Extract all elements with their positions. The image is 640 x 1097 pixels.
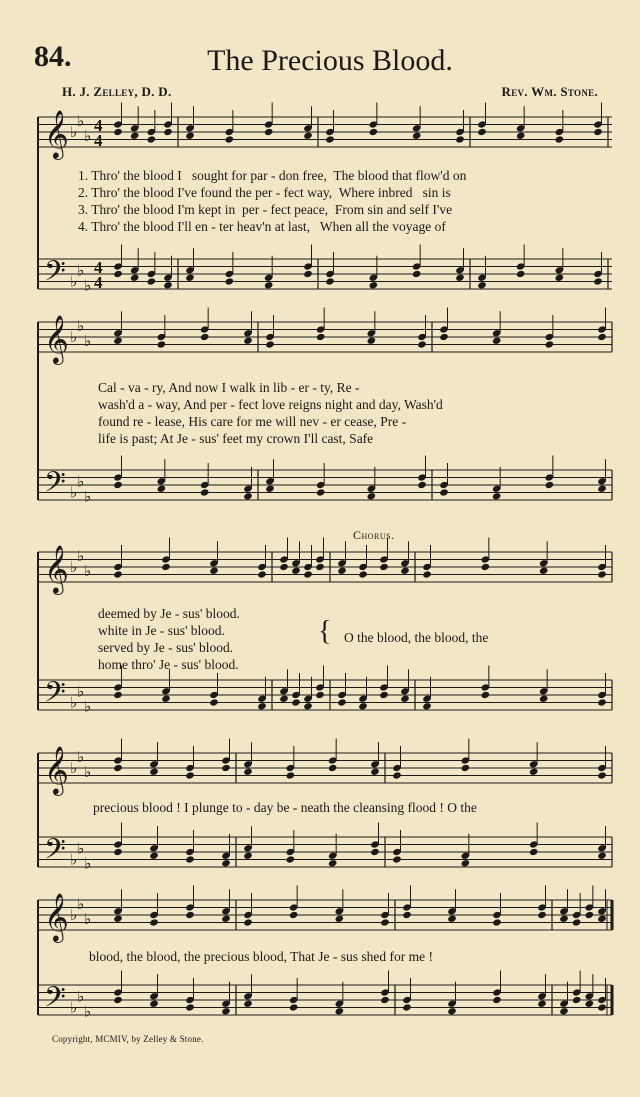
note-head — [291, 567, 301, 575]
note-head — [303, 570, 313, 578]
note-head — [597, 698, 607, 706]
note-head — [539, 695, 549, 703]
verse-2-line-2: wash'd a - way, And per - fect love reigns night and day, Wash'd — [98, 397, 443, 412]
note-head — [380, 918, 390, 926]
note-head — [286, 771, 296, 779]
note-head — [221, 764, 231, 772]
note-head — [264, 281, 274, 289]
note-head — [481, 563, 491, 571]
treble-clef: 𝄞 — [44, 892, 69, 941]
note-head — [367, 337, 377, 345]
note-head — [402, 911, 412, 919]
flat-sign: ♭ — [70, 906, 78, 924]
note-head — [537, 911, 547, 919]
note-head — [289, 911, 299, 919]
note-head — [221, 859, 231, 867]
verse-bracket: { — [318, 616, 332, 647]
note-head — [286, 855, 296, 863]
verse-4-line-3: home thro' Je - sus' blood. — [98, 657, 239, 672]
note-head — [455, 274, 465, 282]
note-head — [185, 911, 195, 919]
flat-sign: ♭ — [77, 839, 85, 858]
verse-1-line-2: Cal - va - ry, And now I walk in lib - er - ty, Re - — [98, 380, 360, 395]
hymn-title: The Precious Blood. — [207, 44, 453, 77]
note-head — [447, 1007, 457, 1015]
treble-clef: 𝄞 — [44, 745, 69, 794]
note-head — [477, 128, 487, 136]
verse-lines-system-2 — [98, 380, 608, 450]
flat-sign: ♭ — [84, 762, 92, 781]
note-head — [225, 277, 235, 285]
note-head — [337, 567, 347, 575]
flat-sign: ♭ — [84, 276, 92, 295]
treble-clef: 𝄞 — [44, 109, 69, 158]
chorus-lyric-line-2: precious blood ! I plunge to - day be - neath the cleansing flood ! O the — [93, 800, 477, 815]
note-head — [161, 563, 171, 571]
flat-sign: ♭ — [70, 558, 78, 576]
note-head — [328, 764, 338, 772]
note-head — [461, 859, 471, 867]
note-head — [113, 570, 123, 578]
note-head — [157, 485, 167, 493]
flat-sign: ♭ — [77, 472, 85, 491]
note-head — [439, 488, 449, 496]
note-head — [147, 277, 157, 285]
note-head — [380, 996, 390, 1004]
note-head — [325, 135, 335, 143]
note-head — [303, 132, 313, 140]
bass-clef: 𝄢 — [44, 466, 66, 506]
note-head — [157, 340, 167, 348]
flat-sign: ♭ — [77, 747, 85, 766]
note-head — [477, 281, 487, 289]
flat-sign: ♭ — [70, 272, 78, 291]
note-head — [303, 270, 313, 278]
note-head — [370, 848, 380, 856]
flat-sign: ♭ — [84, 126, 92, 145]
bass-clef: 𝄢 — [44, 833, 66, 873]
note-head — [597, 485, 607, 493]
note-head — [149, 1000, 159, 1008]
note-head — [113, 270, 123, 278]
flat-sign: ♭ — [84, 561, 92, 580]
bass-clef: 𝄢 — [44, 981, 66, 1021]
note-head — [392, 855, 402, 863]
note-head — [597, 1003, 607, 1011]
note-head — [369, 128, 379, 136]
note-head — [417, 340, 427, 348]
verse-3-line-3: served by Je - sus' blood. — [98, 640, 234, 655]
verse-1-line-3: deemed by Je - sus' blood. — [98, 606, 240, 621]
note-head — [200, 488, 210, 496]
flat-sign: ♭ — [84, 854, 92, 873]
note-head — [328, 859, 338, 867]
note-head — [113, 337, 123, 345]
note-head — [209, 698, 219, 706]
time-signature-bottom: 4 — [94, 131, 103, 150]
verse-2-line-3: white in Je - sus' blood. — [98, 623, 225, 638]
note-head — [113, 848, 123, 856]
bass-clef: 𝄢 — [44, 676, 66, 716]
note-head — [597, 852, 607, 860]
note-head — [572, 918, 582, 926]
flat-sign: ♭ — [84, 909, 92, 928]
copyright-notice: Copyright, MCMIV, by Zelley & Stone. — [52, 1034, 204, 1044]
verse-1-line-1: 1. Thro' the blood I sought for par - don free, The blood that flow'd on — [78, 168, 467, 183]
note-head — [185, 1003, 195, 1011]
flat-sign: ♭ — [70, 850, 78, 869]
flat-sign: ♭ — [70, 693, 78, 712]
note-head — [516, 132, 526, 140]
note-head — [400, 695, 410, 703]
note-head — [369, 281, 379, 289]
note-head — [545, 481, 555, 489]
note-head — [337, 698, 347, 706]
flat-sign: ♭ — [84, 331, 92, 350]
note-head — [400, 567, 410, 575]
note-head — [539, 567, 549, 575]
note-head — [185, 274, 195, 282]
note-head — [185, 855, 195, 863]
note-head — [316, 333, 326, 341]
treble-clef: 𝄞 — [44, 314, 69, 363]
flat-sign: ♭ — [70, 328, 78, 346]
note-head — [492, 337, 502, 345]
note-head — [303, 702, 313, 710]
note-head — [209, 567, 219, 575]
note-head — [147, 135, 157, 143]
note-head — [185, 132, 195, 140]
note-head — [325, 277, 335, 285]
note-head — [358, 702, 368, 710]
note-head — [597, 333, 607, 341]
note-head — [289, 1003, 299, 1011]
note-head — [555, 274, 565, 282]
note-head — [492, 918, 502, 926]
note-head — [335, 1007, 345, 1015]
composer-credit: H. J. Zelley, D. D. — [62, 84, 172, 99]
note-head — [417, 481, 427, 489]
time-signature-bottom: 4 — [94, 273, 103, 292]
flat-sign: ♭ — [77, 111, 85, 130]
note-head — [379, 691, 389, 699]
hymn-number: 84. — [34, 40, 72, 73]
note-head — [597, 771, 607, 779]
flat-sign: ♭ — [70, 998, 78, 1017]
note-head — [243, 1000, 253, 1008]
note-head — [264, 128, 274, 136]
note-head — [370, 768, 380, 776]
flat-sign: ♭ — [70, 759, 78, 777]
note-head — [185, 771, 195, 779]
flat-sign: ♭ — [77, 261, 85, 280]
note-head — [422, 702, 432, 710]
note-head — [265, 485, 275, 493]
note-head — [559, 915, 569, 923]
note-head — [559, 1007, 569, 1015]
note-head — [447, 915, 457, 923]
note-head — [412, 270, 422, 278]
note-head — [279, 695, 289, 703]
note-head — [149, 852, 159, 860]
note-head — [149, 918, 159, 926]
note-head — [593, 128, 603, 136]
note-head — [257, 702, 267, 710]
note-head — [163, 281, 173, 289]
note-head — [422, 570, 432, 578]
verse-4-line-2: life is past; At Je - sus' feet my crown I'll cast, Safe — [98, 431, 374, 446]
flat-sign: ♭ — [84, 697, 92, 716]
note-head — [113, 915, 123, 923]
note-head — [597, 915, 607, 923]
bass-clef: 𝄢 — [44, 255, 66, 295]
flat-sign: ♭ — [77, 987, 85, 1006]
note-head — [130, 132, 140, 140]
note-head — [163, 128, 173, 136]
note-head — [597, 570, 607, 578]
flat-sign: ♭ — [70, 483, 78, 502]
note-head — [516, 270, 526, 278]
chorus-label: Chorus. — [353, 528, 395, 542]
flat-sign: ♭ — [77, 682, 85, 701]
note-head — [585, 1000, 595, 1008]
time-signature-top: 4 — [94, 258, 103, 277]
note-head — [461, 764, 471, 772]
note-head — [412, 132, 422, 140]
note-head — [243, 337, 253, 345]
flat-sign: ♭ — [84, 1002, 92, 1021]
verse-2-line-1: 2. Thro' the blood I've found the per - fect way, Where inbred sin is — [78, 185, 451, 200]
note-head — [529, 768, 539, 776]
time-signature-top: 4 — [94, 116, 103, 135]
flat-sign: ♭ — [77, 546, 85, 565]
note-head — [113, 128, 123, 136]
flat-sign: ♭ — [77, 316, 85, 335]
note-head — [291, 698, 301, 706]
flat-sign: ♭ — [77, 894, 85, 913]
note-head — [455, 135, 465, 143]
note-head — [225, 135, 235, 143]
note-head — [402, 1003, 412, 1011]
note-head — [265, 340, 275, 348]
note-head — [257, 570, 267, 578]
note-head — [161, 695, 171, 703]
note-head — [113, 481, 123, 489]
treble-clef: 𝄞 — [44, 544, 69, 593]
note-head — [149, 768, 159, 776]
note-head — [367, 492, 377, 500]
note-head — [113, 691, 123, 699]
verse-3-line-1: 3. Thro' the blood I'm kept in per - fect peace, From sin and self I've — [78, 202, 453, 217]
note-head — [545, 340, 555, 348]
note-head — [113, 996, 123, 1004]
note-head — [492, 492, 502, 500]
verse-3-line-2: found re - lease, His care for me will nev - er cease, Pre - — [98, 414, 407, 429]
note-head — [379, 563, 389, 571]
note-head — [358, 570, 368, 578]
chorus-lyric-line-3: blood, the blood, the precious blood, That Je - sus shed for me ! — [89, 949, 433, 964]
note-head — [130, 274, 140, 282]
flat-sign: ♭ — [70, 123, 78, 141]
note-head — [593, 277, 603, 285]
note-head — [243, 918, 253, 926]
note-head — [392, 771, 402, 779]
note-head — [243, 768, 253, 776]
chorus-lyric-line-1: O the blood, the blood, the — [344, 630, 489, 645]
note-head — [481, 691, 491, 699]
note-head — [243, 852, 253, 860]
note-head — [335, 915, 345, 923]
note-head — [555, 135, 565, 143]
note-head — [221, 915, 231, 923]
note-head — [113, 764, 123, 772]
note-head — [279, 563, 289, 571]
note-head — [200, 333, 210, 341]
note-head — [585, 911, 595, 919]
note-head — [316, 488, 326, 496]
note-head — [221, 1007, 231, 1015]
lyricist-credit: Rev. Wm. Stone. — [501, 84, 598, 99]
verse-lines-system-3 — [98, 606, 328, 676]
note-head — [492, 996, 502, 1004]
verse-4-line-1: 4. Thro' the blood I'll en - ter heav'n at last, When all the voyage of — [78, 219, 446, 234]
verse-lines-system-1 — [78, 168, 608, 238]
note-head — [315, 691, 325, 699]
note-head — [529, 848, 539, 856]
note-head — [537, 1000, 547, 1008]
flat-sign: ♭ — [84, 487, 92, 506]
note-head — [243, 492, 253, 500]
note-head — [572, 996, 582, 1004]
note-head — [315, 563, 325, 571]
note-head — [439, 333, 449, 341]
